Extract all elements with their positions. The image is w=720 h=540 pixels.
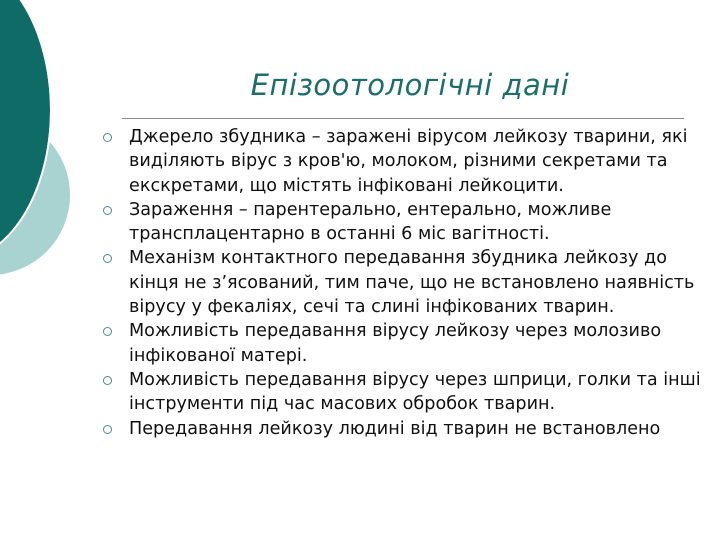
bullet-text: Можливість передавання вірусу лейкозу через молозиво інфікованої матері. — [129, 321, 662, 366]
circle-bullet-icon — [103, 425, 112, 434]
bullet-list — [102, 125, 702, 441]
circle-bullet-icon — [103, 206, 112, 215]
circle-bullet-icon — [103, 376, 112, 385]
circle-bullet-icon — [103, 133, 112, 142]
bullet-text: Можливість передавання вірусу через шприци, голки та інші інструменти під час масових обробок тварин. — [129, 369, 701, 415]
decorative-circles — [0, 0, 100, 320]
circle-bullet-icon — [103, 254, 112, 263]
bullet-item — [102, 246, 702, 319]
bullet-text: Зараження – парентерально, ентерально, можливе трансплацентарно в останні 6 міс вагітності. — [129, 199, 612, 245]
circle-bullet-icon — [103, 327, 112, 336]
bullet-item — [102, 198, 702, 247]
title-divider — [122, 118, 684, 119]
bullet-text: Механізм контактного передавання збудника лейкозу до кінця не з’ясований, тим паче, що не встановлено наявність вірусу у фекаліях, сечі та слині інфікованих тварин. — [129, 248, 695, 318]
bullet-item — [102, 319, 702, 368]
bullet-item — [102, 368, 702, 417]
bullet-item — [102, 125, 702, 198]
bullet-text: Передавання лейкозу людині від тварин не встановлено — [129, 418, 661, 439]
bullet-item — [102, 417, 702, 441]
slide-title: Епізоотологічні дані — [250, 68, 570, 102]
bullet-text: Джерело збудника – заражені вірусом лейкозу тварини, які виділяють вірус з кров'ю, молоком, різними секретами та екскретами, що містять інфіковані лейкоцити. — [129, 127, 688, 196]
